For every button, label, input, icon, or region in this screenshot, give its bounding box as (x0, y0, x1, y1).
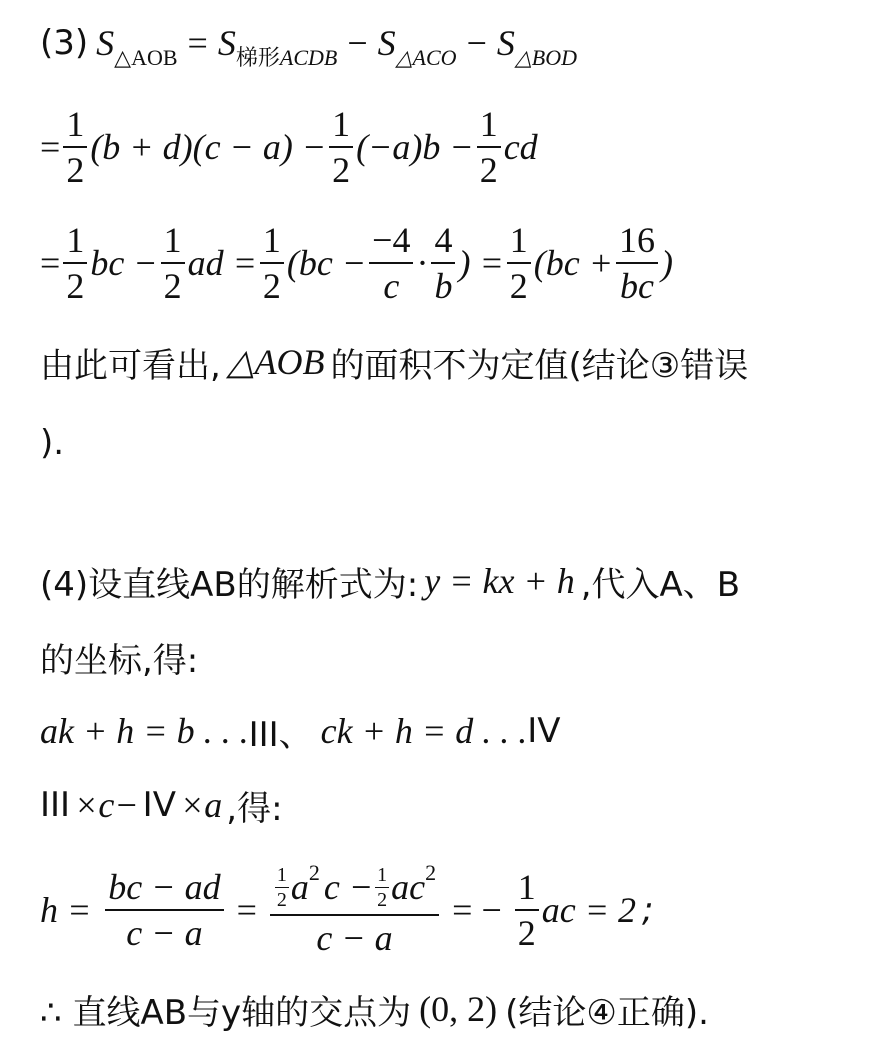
half-fraction: $\frac{1}{2}$ (63, 106, 87, 188)
conclusion-four-text: (结论④正确). (505, 992, 709, 1033)
part4-intro (40, 556, 740, 606)
times-a: ×a (179, 785, 223, 825)
subscript-aco: △ACO (395, 45, 457, 70)
conclusion-text: 由此可看出, (40, 345, 221, 386)
final-conclusion (40, 984, 709, 1034)
frac-half-terms: $\frac{1}{2}$ a 2 c − $\frac{1}{2}$ ac 2 c − a (270, 865, 439, 956)
label-three: III (40, 785, 71, 825)
neg4-over-c-fraction: $\frac{-4}{c}$ (369, 222, 413, 304)
intersection-point: (0, 2) (419, 989, 498, 1029)
small-half-fraction: $\frac{1}{2}$ (276, 863, 287, 911)
label-four: IV (142, 785, 176, 825)
half-fraction: $\frac{1}{2}$ (329, 106, 353, 188)
substitute-text: ,代入A、B (580, 564, 741, 605)
equals-sign: = (40, 127, 61, 167)
line-equation: y = kx + h (424, 561, 575, 601)
half-fraction: $\frac{1}{2}$ (477, 106, 501, 188)
equals-sign: = (187, 23, 208, 63)
term-ad: ad = (187, 243, 257, 283)
equation-four-label: IV (527, 711, 561, 751)
triangle-aob: △AOB (226, 342, 325, 382)
part3-label: (3) (40, 23, 89, 63)
dot-operator: · (416, 243, 429, 283)
small-half-fraction: $\frac{1}{2}$ (377, 863, 388, 911)
trapezoid-label: 梯形 (235, 46, 280, 71)
area-symbol: S (96, 23, 115, 63)
conclusion-end-text: ). (40, 423, 65, 463)
half-fraction: $\frac{1}{2}$ (507, 222, 531, 304)
equation-four: ck + h = d . . . (320, 711, 528, 751)
minus-sign: − (347, 23, 368, 63)
part4-label: (4)设直线AB的解析式为: (40, 564, 419, 605)
h-derivation (40, 860, 654, 960)
coordinates-text: 的坐标,得: (40, 640, 199, 681)
final-text: ∴ 直线AB与y轴的交点为 (40, 992, 412, 1033)
equals-minus: = − (452, 890, 502, 930)
subscript-acdb: ACDB (279, 45, 338, 70)
half-fraction: $\frac{1}{2}$ (260, 222, 284, 304)
term-bc-plus: (bc + (533, 243, 614, 283)
four-over-b-fraction: $\frac{4}{b}$ (431, 222, 455, 304)
part3-expansion-line (40, 102, 538, 192)
equals-sign: = (236, 890, 257, 930)
equations-three-four (40, 706, 561, 756)
close-equals: ) = (458, 243, 504, 283)
part3-simplification-line (40, 218, 673, 308)
area-symbol: S (496, 23, 515, 63)
combination-line (40, 780, 283, 830)
part4-intro-cont (40, 632, 198, 682)
area-symbol: S (217, 23, 236, 63)
semicolon: ; (642, 890, 654, 930)
part3-conclusion-end (40, 418, 64, 468)
frac-bc-ad: $\frac{bc - ad}{c - a}$ (105, 869, 223, 951)
sixteen-over-bc-fraction: $\frac{16}{bc}$ (616, 222, 658, 304)
area-symbol: S (377, 23, 396, 63)
term-bc-open: (bc − (286, 243, 367, 283)
minus-sign: − (466, 23, 487, 63)
half-fraction: $\frac{1}{2}$ (161, 222, 185, 304)
h-lhs: h = (40, 890, 92, 930)
conclusion-text: 的面积不为定值(结论③错误 (330, 345, 749, 386)
result-equation: ac = 2 (541, 890, 637, 930)
times-c-minus: ×c− (74, 785, 139, 825)
subscript-bod: △BOD (514, 45, 578, 70)
equals-sign: = (40, 243, 61, 283)
term-bod: cd (503, 127, 538, 167)
part3-conclusion (40, 337, 748, 387)
term-aco: (−a)b − (356, 127, 474, 167)
part3-area-equation (40, 18, 578, 71)
half-fraction: $\frac{1}{2}$ (63, 222, 87, 304)
equation-three: ak + h = b . . . (40, 711, 249, 751)
term-bc: bc − (90, 243, 158, 283)
close-paren: ) (661, 243, 674, 283)
half-fraction: $\frac{1}{2}$ (515, 869, 539, 951)
obtain-text: ,得: (226, 788, 283, 829)
equation-three-label: III、 (248, 714, 313, 755)
subscript-aob: △AOB (114, 45, 178, 70)
term-trapezoid: (b + d)(c − a) − (90, 127, 327, 167)
